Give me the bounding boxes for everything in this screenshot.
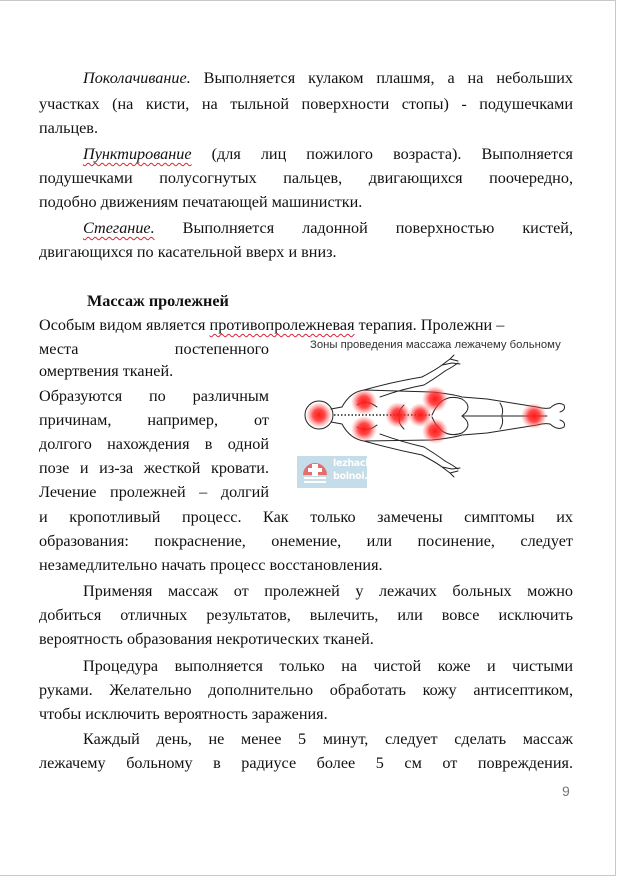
paragraph-line: Каждый день, не менее 5 минут, следует сделать массаж	[83, 730, 573, 748]
paragraph-line: Образуются по различным	[39, 387, 269, 405]
paragraph-line: и кропотливый процесс. Как только замечены симптомы их	[39, 508, 573, 526]
figure-caption: Зоны проведения массажа лежачему больному	[310, 339, 561, 351]
text: терапия. Пролежни –	[354, 316, 505, 334]
paragraph-line: участках (на кисти, на тыльной поверхности стопы) - подушечками	[39, 95, 573, 113]
text: Выполняется кулаком плашмя, а на небольших	[190, 69, 573, 87]
paragraph-line: пальцев.	[39, 119, 98, 137]
paragraph-line: двигающихся по касательной вверх и вниз.	[39, 243, 337, 261]
hotspot-buttock-upper	[422, 386, 448, 412]
hotspot-shoulder-upper	[351, 389, 377, 415]
hotspot-heels	[521, 403, 547, 429]
hotspot-lower-back	[385, 402, 411, 428]
text: (для лиц пожилого возраста). Выполняется	[191, 145, 573, 163]
paragraph-line	[83, 218, 573, 238]
paragraph-line: подушечками полусогнутых пальцев, двигающихся поочередно,	[39, 169, 573, 187]
watermark-text	[333, 457, 379, 483]
spellcheck-word: противопролежневая	[209, 316, 355, 334]
paragraph-line: руками. Желательно дополнительно обработать кожу антисептиком,	[39, 681, 573, 699]
paragraph-line: Процедура выполняется только на чистой коже и чистыми	[83, 657, 573, 675]
paragraph-line	[83, 144, 573, 164]
paragraph-line: места постепенного	[39, 340, 269, 358]
paragraph-line: образования: покраснение, онемение, или посинение, следует	[39, 532, 573, 550]
paragraph-line	[83, 68, 573, 88]
paragraph-line: Применяя массаж от пролежней у лежачих больных можно	[83, 582, 573, 600]
watermark-line: bolnoi.ru	[333, 471, 379, 482]
page-number: 9	[562, 783, 570, 799]
medical-cross-icon	[300, 457, 330, 487]
hotspot-shoulder-lower	[351, 416, 377, 442]
watermark-logo	[297, 456, 379, 488]
paragraph-line: вероятность образования некротических тканей.	[39, 630, 374, 648]
term-pokolachivanie: Поколачивание.	[83, 69, 191, 87]
text: Особым видом является	[39, 316, 210, 334]
term-punktirovanie: Пунктирование	[83, 145, 192, 163]
paragraph-line: незамедлительно начать процесс восстановления.	[39, 556, 383, 574]
paragraph-line: добиться отличных результатов, вылечить, или вовсе исключить	[39, 606, 573, 624]
paragraph-line	[39, 315, 573, 335]
massage-zones-figure	[282, 337, 578, 487]
term-steganie: Стегание.	[83, 219, 155, 237]
paragraph-line: Лечение пролежней – долгий	[39, 483, 269, 501]
hotspot-buttock-lower	[422, 418, 448, 444]
paragraph-line: причинам, например, от	[39, 411, 269, 429]
text: Выполняется ладонной поверхностью кистей,	[154, 219, 573, 237]
watermark-line: lezhachi-	[333, 458, 379, 469]
paragraph-line: подобно движениям печатающей машинистки.	[39, 193, 363, 211]
paragraph-line: омертвения тканей.	[39, 362, 174, 380]
section-heading: Массаж пролежней	[87, 292, 229, 310]
paragraph-line: лежачему больному в радиусе более 5 см от повреждения.	[39, 754, 573, 772]
hotspot-head	[306, 402, 332, 428]
paragraph-line: позе и из-за жесткой кровати.	[39, 459, 269, 477]
paragraph-line: чтобы исключить вероятность заражения.	[39, 705, 328, 723]
paragraph-line: долгого нахождения в одной	[39, 435, 269, 453]
